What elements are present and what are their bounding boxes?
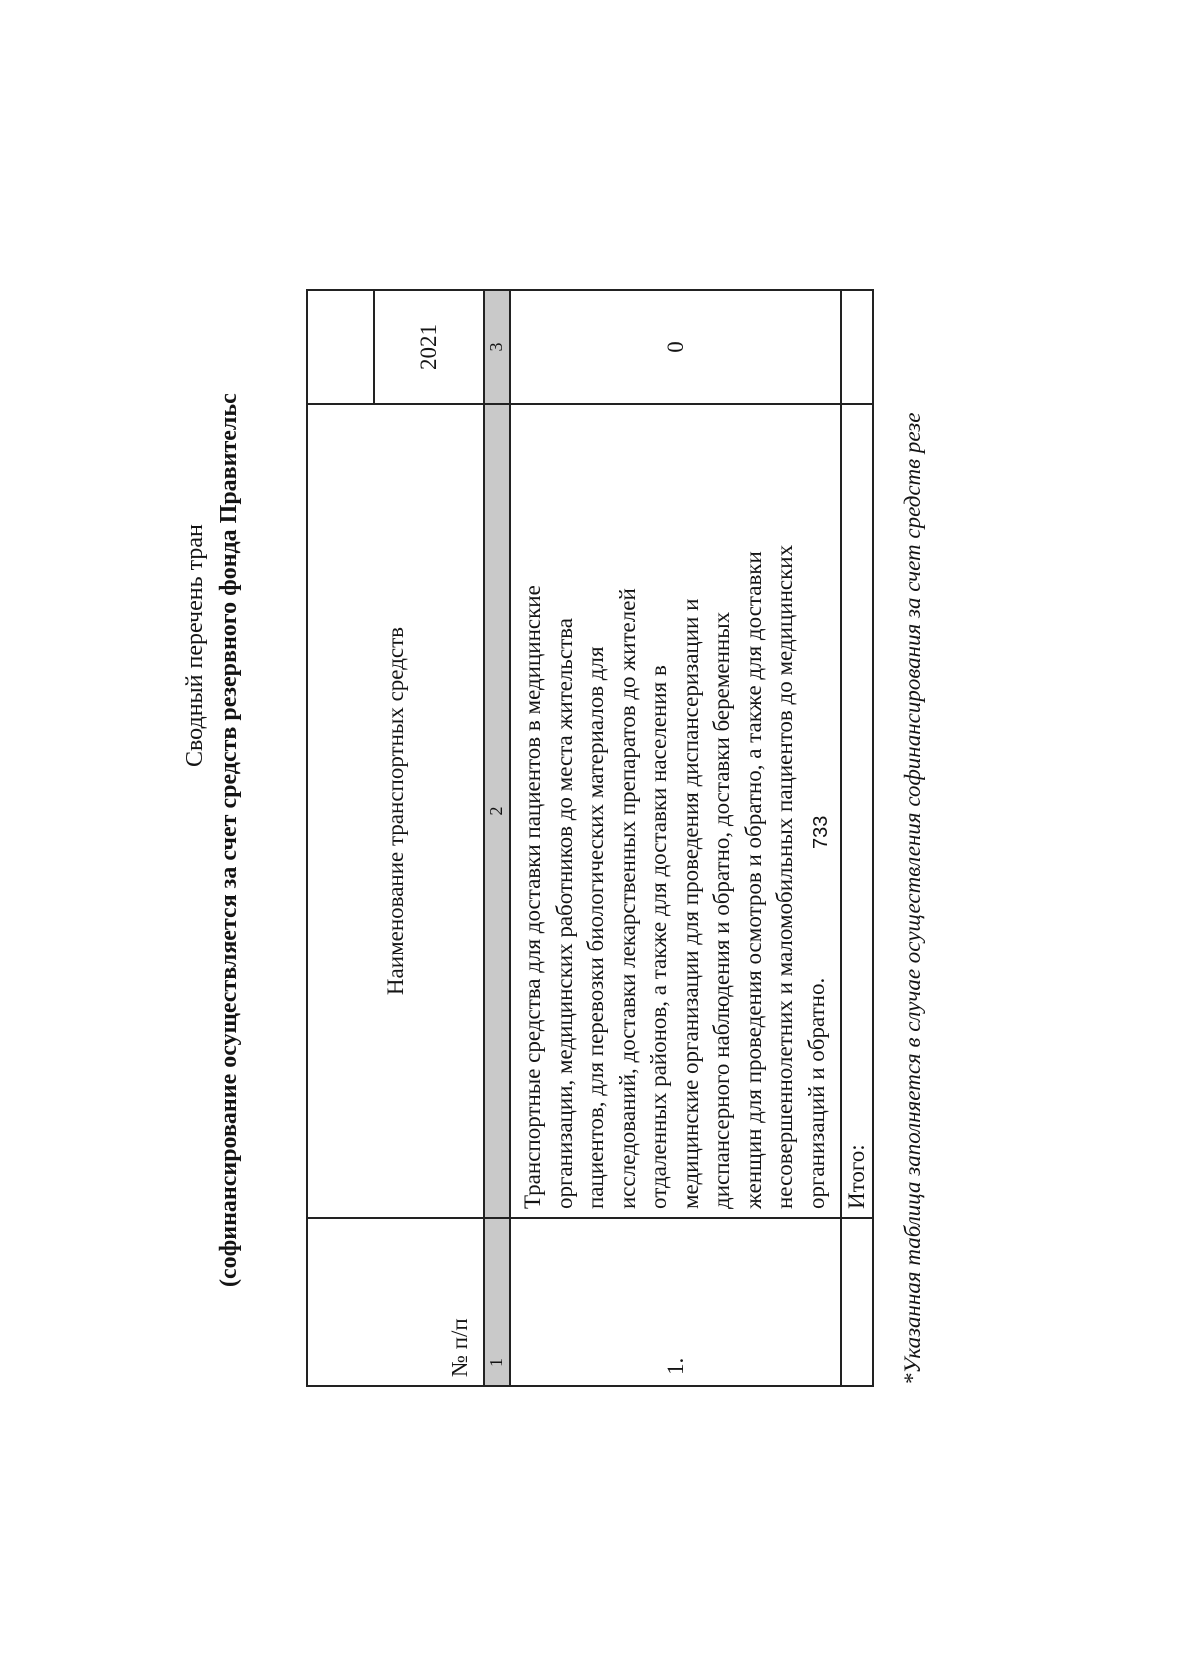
- column-index-3: 3: [484, 290, 510, 404]
- document-subtitle: (софинансирование осуществляется за счет средств резервного фонда Правительс: [216, 393, 242, 1287]
- document-title: Сводный перечень тран: [182, 524, 208, 767]
- description-line: организации, медицинских работников до места жительства: [551, 618, 577, 1209]
- column-index-2: 2: [484, 404, 510, 1218]
- column-header-name: Наименование транспортных средств: [307, 404, 484, 1218]
- vehicles-table: [306, 289, 874, 1387]
- description-line: отдаленных районов, а также для доставки населения в: [646, 665, 671, 1209]
- row-value-2021: 0: [510, 290, 841, 404]
- description-line: исследований, доставки лекарственных препаратов до жителей: [614, 588, 640, 1209]
- description-line: пациентов, для перевозки биологических материалов для: [583, 646, 608, 1209]
- description-line: Транспортные средства для доставки пациентов в медицинские: [520, 585, 545, 1209]
- description-line: организаций и обратно.: [803, 977, 829, 1209]
- row-number: 1.: [510, 1218, 841, 1386]
- table-row: [510, 290, 841, 1386]
- column-header-year-group: [307, 290, 374, 404]
- table-header-row: [307, 290, 374, 1386]
- row-vehicle-description: [510, 404, 841, 1218]
- description-line: женщин для проведения осмотров и обратно, а также для доставки: [740, 551, 766, 1209]
- total-label: Итого:: [841, 404, 873, 1218]
- column-index-row: [484, 290, 510, 1386]
- column-header-year: 2021: [374, 290, 484, 404]
- description-line: диспансерного наблюдения и обратно, доставки беременных: [709, 611, 734, 1209]
- total-row: [841, 290, 873, 1386]
- column-index-1: 1: [484, 1218, 510, 1386]
- total-number-cell: [841, 1218, 873, 1386]
- total-value-cell: [841, 290, 873, 404]
- description-line: несовершеннолетних и маломобильных пациентов до медицинских: [772, 544, 797, 1209]
- page-number: 733: [810, 815, 832, 849]
- description-line: медицинские организации для проведения диспансеризации и: [677, 598, 703, 1209]
- column-header-number: № п/п: [307, 1218, 484, 1386]
- footnote: *Указанная таблица заполняется в случае осуществления софинансирования за счет средств резе: [900, 412, 925, 1385]
